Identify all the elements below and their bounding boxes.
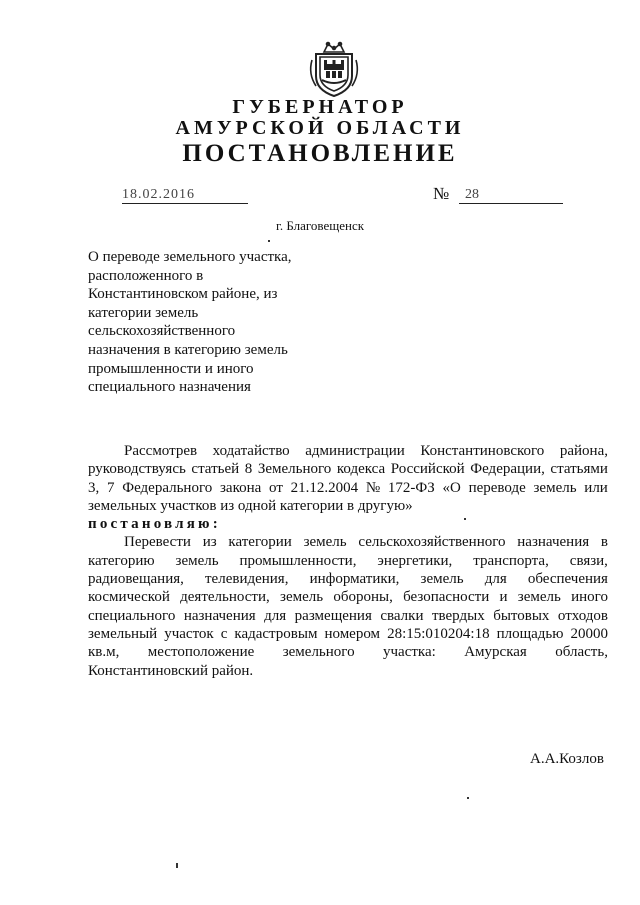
word: от xyxy=(269,479,283,496)
word: земель xyxy=(175,552,219,569)
word: администрации xyxy=(305,443,405,459)
word: для xyxy=(264,607,287,624)
word: Амурская xyxy=(464,644,527,661)
word: или xyxy=(584,479,608,496)
word: для xyxy=(484,571,507,588)
word: радиовещания, xyxy=(88,571,184,588)
coat-of-arms-emblem xyxy=(306,40,362,98)
word: 7 xyxy=(106,479,115,496)
word: отходов xyxy=(557,607,608,624)
word: 3, xyxy=(88,479,100,496)
word: из xyxy=(202,534,217,551)
word: земель xyxy=(420,571,464,588)
word: промышленности, xyxy=(239,552,357,569)
word: размещения xyxy=(294,607,372,624)
preamble-paragraph xyxy=(88,442,608,515)
text-line xyxy=(88,460,608,478)
word: твердых xyxy=(431,607,485,624)
word: земель xyxy=(517,589,561,606)
word: энергетики, xyxy=(377,552,453,569)
word: переводе xyxy=(468,479,526,496)
word: земельного xyxy=(282,644,355,661)
word: обеспечения xyxy=(527,571,608,588)
word: 21.12.2004 xyxy=(290,479,359,496)
text-line xyxy=(88,588,608,606)
subject-line: назначения в категорию земель xyxy=(88,341,288,358)
city-line: г. Благовещенск xyxy=(275,218,365,233)
document-body xyxy=(88,442,608,680)
word: земель xyxy=(303,534,347,551)
word: Федерального xyxy=(122,479,213,496)
word: статьей xyxy=(191,461,240,478)
text-line xyxy=(88,570,608,588)
word: космической xyxy=(88,589,170,606)
word: свалки xyxy=(380,607,424,624)
word: «О xyxy=(442,479,461,496)
subject-line: Константиновском районе, из xyxy=(88,286,278,303)
word: телевидения, xyxy=(205,571,289,588)
word: кодекса xyxy=(336,461,386,478)
subject-line: О переводе земельного участка, xyxy=(88,249,292,265)
subject-line: расположенного в xyxy=(88,267,204,284)
word: номером xyxy=(324,625,381,642)
text-line xyxy=(88,442,608,460)
word: Российской xyxy=(390,461,465,478)
text-line xyxy=(88,552,608,570)
scan-speck xyxy=(467,797,469,799)
word: площадью xyxy=(496,625,564,642)
word: 8 xyxy=(244,461,253,478)
word: участка: xyxy=(383,644,436,661)
word: категорию xyxy=(88,552,155,569)
word: Земельного xyxy=(257,461,332,478)
word: с xyxy=(220,625,228,642)
text-line xyxy=(88,533,608,551)
document-number: 28 xyxy=(459,187,563,204)
subject-block xyxy=(88,248,318,397)
word: транспорта, xyxy=(473,552,549,569)
word: Перевести xyxy=(124,534,191,551)
word: Константиновского xyxy=(420,443,545,459)
word: иного xyxy=(571,589,608,606)
scan-speck xyxy=(176,863,178,868)
word: участок xyxy=(164,625,214,642)
text-line xyxy=(88,643,608,661)
word: района, xyxy=(559,443,608,459)
word: и xyxy=(499,589,508,606)
word: 28:15:010204:18 xyxy=(387,625,490,642)
word: местоположение xyxy=(147,644,255,661)
word: земельный xyxy=(88,625,158,642)
subject-line: сельскохозяйственного xyxy=(88,323,236,340)
word: земельных участков из одной категории в другую» xyxy=(88,497,413,514)
word: безопасности xyxy=(403,589,490,606)
document-type-title: ПОСТАНОВЛЕНИЕ xyxy=(182,140,458,167)
word: деятельности, xyxy=(180,589,270,606)
text-line xyxy=(88,479,608,497)
word: № xyxy=(365,479,381,496)
word: земель xyxy=(533,479,577,496)
word: сельскохозяйственного xyxy=(358,534,506,551)
word: область, xyxy=(555,644,608,661)
text-line xyxy=(88,607,608,625)
subject-line: специального назначения xyxy=(88,379,251,396)
text-line xyxy=(88,662,608,680)
word: ходатайство xyxy=(212,443,290,459)
text-line xyxy=(88,497,608,515)
word: связи, xyxy=(569,552,608,569)
word: назначения xyxy=(517,534,590,551)
word: 172-ФЗ xyxy=(387,479,435,496)
word: 20000 xyxy=(570,625,608,642)
word: Константиновский район. xyxy=(88,662,254,679)
header-region: АМУРСКОЙ ОБЛАСТИ xyxy=(175,117,465,139)
word: Федерации, xyxy=(470,461,545,478)
word: информатики, xyxy=(309,571,400,588)
word: в xyxy=(600,534,608,551)
scan-speck xyxy=(268,240,270,242)
word: кв.м, xyxy=(88,644,120,661)
word: специального xyxy=(88,607,176,624)
word: земель xyxy=(280,589,324,606)
order-paragraph xyxy=(88,533,608,679)
word: кадастровым xyxy=(234,625,318,642)
word: статьями xyxy=(550,461,608,478)
resolve-heading: постановляю: xyxy=(88,516,221,533)
signature-name: А.А.Козлов xyxy=(530,751,604,767)
document-date: 18.02.2016 xyxy=(122,187,248,204)
subject-line: промышленности и иного xyxy=(88,360,254,377)
subject-line: категории земель xyxy=(88,304,199,321)
scan-speck xyxy=(464,518,466,520)
header-governor: ГУБЕРНАТОР xyxy=(232,96,408,118)
word: закона xyxy=(219,479,262,496)
number-label: № xyxy=(433,184,450,203)
word: Рассмотрев xyxy=(124,443,198,459)
word: назначения xyxy=(183,607,256,624)
word: руководствуясь xyxy=(88,461,186,478)
word: категории xyxy=(228,534,292,551)
word: обороны, xyxy=(333,589,393,606)
word: бытовых xyxy=(493,607,550,624)
text-line xyxy=(88,625,608,643)
